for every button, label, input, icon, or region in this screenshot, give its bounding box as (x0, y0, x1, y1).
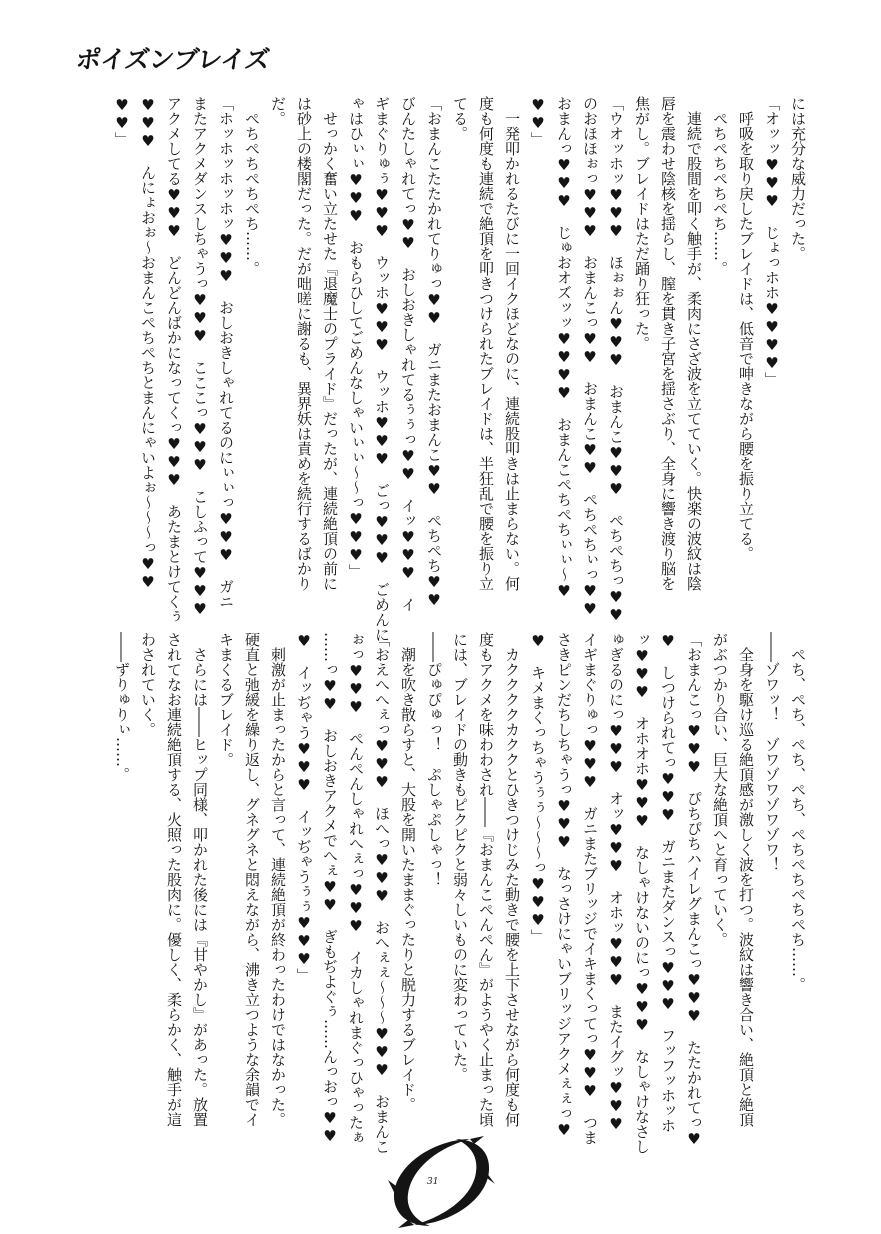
text-column: びんたしゃれてっ♥♥ おしおきしゃれてるぅぅっ♥♥ イッ♥♥♥ イ (399, 96, 417, 612)
text-column: 呼吸を取り戻したブレイドは、低音で呻きながら腰を振り立てる。 (737, 96, 755, 561)
text-column: おまんっ♥♥♥ じゅおオズッッ♥♥♥♥ おまんこぺちぺちぃぃ〜♥ (555, 96, 573, 600)
text-column: には充分な威力だった。 (789, 96, 807, 261)
text-column: ぺちぺちぺちぺち……。 (711, 96, 729, 276)
text-column: 唇を震わせ陰核を揺らし、膣を貫き子宮を揺さぶり、全身に響き渡り脳を (659, 96, 677, 591)
text-column: 「おまんこたたかれてりゅっ♥♥ ガニまたおまんこ♥♥ ぺちぺち♥♥ (425, 96, 443, 609)
text-column: ♥♥」 (529, 96, 547, 147)
text-column: さらには――ヒップ同様、叩かれた後には『甘やかし』があった。放置 (191, 632, 209, 1127)
text-column: されてなお連続絶頂する、火照った股肉に。優しく、柔らかく、触手が這 (165, 632, 183, 1127)
text-column: ぺち、ぺち、ぺち、ぺち、ぺちぺちぺちぺち……。 (789, 632, 807, 992)
brush-swirl-ornament-icon (386, 1136, 496, 1228)
text-column: ゅぎるのにっ♥♥♥ オッ♥♥♥ オホッ♥♥♥ またイグッ♥♥♥ (607, 632, 625, 1133)
text-column: わされていく。 (139, 632, 157, 737)
text-column: ぺちぺちぺちぺち……。 (243, 96, 261, 276)
text-column: ……っ♥♥ おしおきアクメでへぇ♥♥ ぎもぢよぐぅ……んっおっ♥♥ (321, 632, 339, 1145)
text-column: せっかく奮い立たせた『退魔士のプライド』だったが、連続絶頂の前に (321, 96, 339, 591)
text-column: 「オッッ♥♥♥ じょっホホ♥♥♥♥」 (763, 96, 781, 387)
text-column: ――ゾワッ！ ゾワゾワゾワゾワ！ (763, 632, 781, 872)
text-column: 度もアクメを味わわされ――『おまんこぺんぺん』がようやく止まった頃 (477, 632, 495, 1127)
text-column: 全身を駆け巡る絶頂感が激しく波を打つ。波紋は響き合い、絶頂と絶頂 (737, 632, 755, 1127)
text-column: だ。 (269, 96, 287, 126)
text-column: ――ずりゅりぃ……。 (113, 632, 131, 782)
text-column: のおほほぉっ♥♥♥ おまんこっ♥♥ おまんこ♥♥ ぺちぺちぃっ♥♥ (581, 96, 599, 618)
text-column: 刺激が止まったからと言って、連続絶頂が終わったわけではなかった。 (269, 632, 287, 1127)
text-column: 「ホッホッホッホッ♥♥♥ おしおきしゃれてるのにぃぃっ♥♥♥ ガニ (217, 96, 235, 609)
text-column: 「おまんこっ♥♥♥ ぴちぴちハイレグまんこっ♥♥♥ たたかれてっ♥ (685, 632, 703, 1148)
text-column: ♥ しつけられてっ♥♥♥ ガニまたダンスっ♥♥♥ フッフッホッホ (659, 632, 677, 1133)
text-column: アクメしてる♥♥♥ どんどんばかになってくっ♥♥♥ あたまとけてくぅ (165, 96, 183, 624)
text-column: 「ウオッホッ♥♥♥ ほぉぉん♥♥♥ おまんこ♥♥♥ ぺちぺちっ♥♥ (607, 96, 625, 624)
text-column: がぶつかり合い、巨大な絶頂へと育っていく。 (711, 632, 729, 947)
text-column: ♥ キメまくっちゃうぅぅ〜〜〜っ♥♥♥」 (529, 632, 547, 944)
text-column: 「おえへへぇっ♥♥♥ ほへっ♥♥♥ おへぇぇ〜〜〜♥♥♥ おまんこ (373, 632, 391, 1154)
text-column: は砂上の楼閣だった。だが咄嗟に謝るも、異界妖は責めを続行するばかり (295, 96, 313, 591)
text-column: ぉっ♥♥♥ ぺんぺんしゃれへぇっ♥♥♥ イカしゃれまぐっひゃったぁ (347, 632, 365, 1145)
text-column: ♥♥」 (113, 96, 131, 147)
text-column: さきピンだちしちゃうっ♥♥♥ なっさけにゃいブリッジアクメぇぇっ♥ (555, 632, 573, 1139)
page-number: 31 (427, 1177, 439, 1187)
text-column: またアクメダンスしちゃうっ♥♥♥ こここっ♥♥♥ こしふって♥♥♥ (191, 96, 209, 618)
lower-text-block (109, 632, 811, 1154)
text-column: ゃはひぃぃ♥♥♥ おもらひしてごめんなしゃいぃぃ〜〜っ♥♥♥」 (347, 96, 365, 579)
text-column: には、ブレイドの動きもピクピクと弱々しいものに変わっていた。 (451, 632, 469, 1082)
upper-text-block (109, 96, 811, 642)
text-column: 硬直と弛緩を繰り返し、グネグネと悶えながら、沸き立つような余韻でイ (243, 632, 261, 1127)
text-column: 潮を吹き散らすと、大股を開いたままぐったりと脱力するブレイド。 (399, 632, 417, 1112)
text-column: ――ぴゅぴゅっ！ ぷしゃぷしゃっ！ (425, 632, 443, 887)
text-column: 焦がし。ブレイドはただ踊り狂った。 (633, 96, 651, 351)
text-column: 度も何度も連続で絶頂を叩きつけられたブレイドは、半狂乱で腰を振り立 (477, 96, 495, 591)
text-column: 連続で股間を叩く触手が、柔肉にさざ波を立てていく。快楽の波紋は陰 (685, 96, 703, 591)
text-column: ギまぐりゅぅ♥♥♥ ウッホ♥♥♥ ウッホ♥♥♥ ごっ♥♥♥ ごめんに (373, 96, 391, 642)
text-column: ♥♥♥ んにょおぉ〜おまんこぺちぺちとまんにゃいよぉ〜〜〜っ♥♥ (139, 96, 157, 591)
text-column: イギまぐりゅっ♥♥♥ ガニまたブリッジでイキまくってっ♥♥♥ つま (581, 632, 599, 1145)
text-column: カククククカククとひきつけじみた動きで腰を上下させながら何度も何 (503, 632, 521, 1127)
page-title: ポイズンブレイズ (74, 45, 272, 74)
text-column: てる。 (451, 96, 469, 141)
text-column: 一発叩かれるたびに一回イクほどなのに、連続股叩きは止まらない。何 (503, 96, 521, 591)
text-column: ♥ イッぢゃう♥♥♥ イッぢゃうぅぅ♥♥♥」 (295, 632, 313, 983)
text-column: ッ♥♥♥ オホオホ♥♥♥ なしゃけないのにっ♥♥♥ なしゃけなさし (633, 632, 651, 1154)
text-column: キまくるブレイド。 (217, 632, 235, 767)
